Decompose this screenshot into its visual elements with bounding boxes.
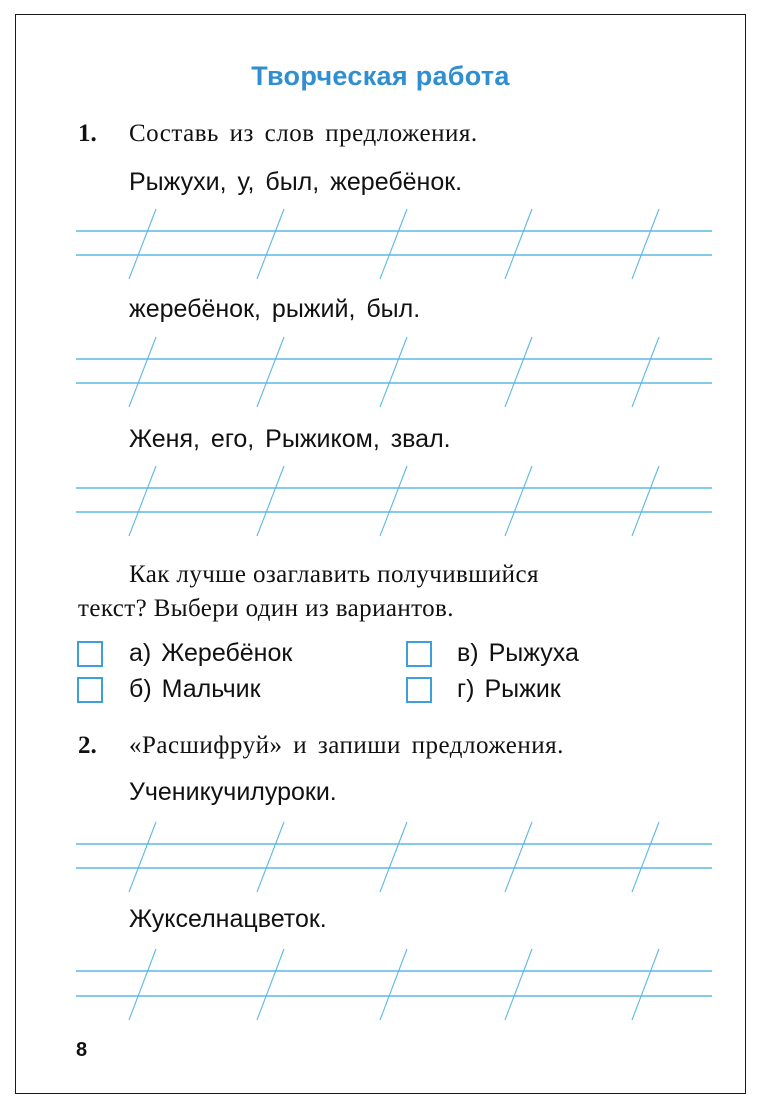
encoded-sentence-2: Жукселнацветок. <box>129 905 327 933</box>
task1-number: 1. <box>78 120 97 147</box>
slant-guide-line <box>129 466 156 536</box>
slant-guide-line <box>129 949 156 1020</box>
word-set-3: Женя, его, Рыжиком, звал. <box>129 425 451 453</box>
option-g-letter: г) <box>457 675 475 703</box>
slant-guide-line <box>505 822 532 892</box>
option-b-letter: б) <box>129 675 152 703</box>
word-set-2: жеребёнок, рыжий, был. <box>129 295 421 323</box>
slant-guide-line <box>129 209 156 279</box>
slant-guide-line <box>380 209 407 279</box>
option-v-letter: в) <box>457 639 479 667</box>
slant-guide-line <box>129 337 156 407</box>
slant-guide-line <box>380 822 407 892</box>
word-set-1: Рыжухи, у, был, жеребёнок. <box>129 168 463 196</box>
slant-guide-line <box>505 466 532 536</box>
workbook-page <box>15 14 746 1094</box>
task2-instruction: «Расшифруй» и запиши предложения. <box>129 732 564 759</box>
option-v-text: Рыжуха <box>488 639 579 667</box>
slant-guide-line <box>257 209 284 279</box>
slant-guide-line <box>632 822 659 892</box>
slant-guide-line <box>380 949 407 1020</box>
slant-guide-line <box>632 949 659 1020</box>
question-line-1: Как лучше озаглавить получившийся <box>129 561 539 588</box>
slant-guide-line <box>257 466 284 536</box>
slant-guide-line <box>257 337 284 407</box>
slant-guide-line <box>257 949 284 1020</box>
page-number: 8 <box>76 1039 88 1061</box>
slant-guide-line <box>380 466 407 536</box>
encoded-sentence-1: Ученикучилуроки. <box>129 778 337 806</box>
slant-guide-line <box>129 822 156 892</box>
slant-guide-line <box>380 337 407 407</box>
page-title: Творческая работа <box>251 61 510 91</box>
option-g-text: Рыжик <box>484 675 561 703</box>
writing-lines-layer <box>16 15 745 1093</box>
question-line-2: текст? Выбери один из вариантов. <box>78 595 454 622</box>
slant-guide-line <box>505 337 532 407</box>
task1-instruction: Составь из слов предложения. <box>129 120 478 147</box>
slant-guide-line <box>505 949 532 1020</box>
option-a-text: Жеребёнок <box>161 639 293 667</box>
slant-guide-line <box>505 209 532 279</box>
slant-guide-line <box>257 822 284 892</box>
slant-guide-line <box>632 337 659 407</box>
task2-number: 2. <box>78 732 97 759</box>
option-a-letter: а) <box>129 639 152 667</box>
option-b-text: Мальчик <box>161 675 261 703</box>
slant-guide-line <box>632 209 659 279</box>
slant-guide-line <box>632 466 659 536</box>
